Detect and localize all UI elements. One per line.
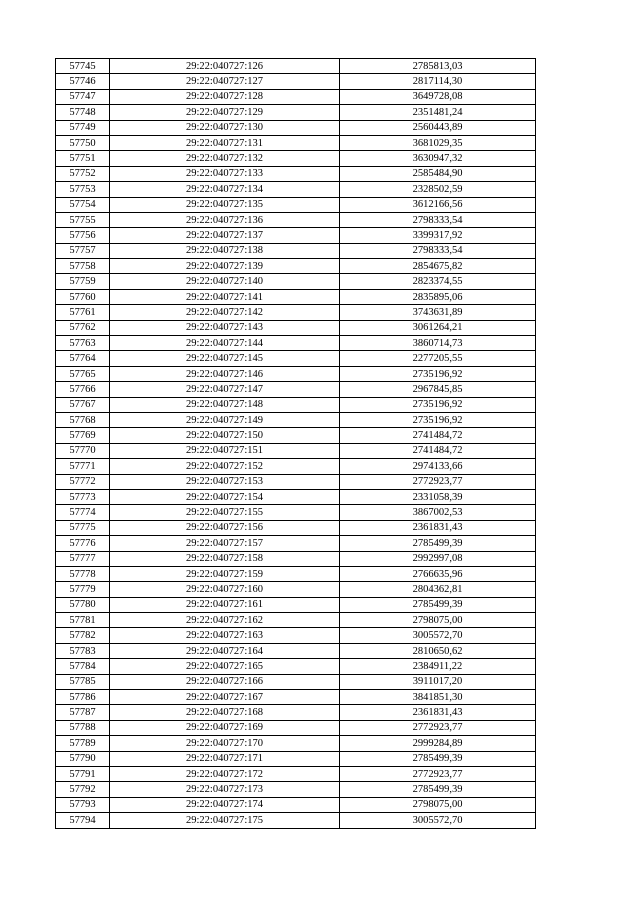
row-number-cell: 57756	[56, 228, 110, 243]
value-cell: 3841851,30	[340, 690, 536, 705]
value-cell: 2974133,66	[340, 459, 536, 474]
row-number-cell: 57774	[56, 505, 110, 520]
cadastral-number-cell: 29:22:040727:145	[110, 351, 340, 366]
value-cell: 3681029,35	[340, 135, 536, 150]
cadastral-number-cell: 29:22:040727:148	[110, 397, 340, 412]
cadastral-number-cell: 29:22:040727:152	[110, 459, 340, 474]
value-cell: 2798075,00	[340, 797, 536, 812]
table-row	[56, 797, 536, 812]
cadastral-number-cell: 29:22:040727:138	[110, 243, 340, 258]
value-cell: 2766635,96	[340, 566, 536, 581]
value-cell: 3867002,53	[340, 505, 536, 520]
table-row	[56, 597, 536, 612]
cadastral-number-cell: 29:22:040727:126	[110, 59, 340, 74]
table-row	[56, 720, 536, 735]
cadastral-number-cell: 29:22:040727:130	[110, 120, 340, 135]
cadastral-number-cell: 29:22:040727:128	[110, 89, 340, 104]
row-number-cell: 57786	[56, 690, 110, 705]
row-number-cell: 57759	[56, 274, 110, 289]
value-cell: 3399317,92	[340, 228, 536, 243]
value-cell: 2772923,77	[340, 766, 536, 781]
table-row	[56, 782, 536, 797]
table-row	[56, 105, 536, 120]
row-number-cell: 57792	[56, 782, 110, 797]
row-number-cell: 57764	[56, 351, 110, 366]
value-cell: 2785499,39	[340, 782, 536, 797]
row-number-cell: 57766	[56, 382, 110, 397]
cadastral-number-cell: 29:22:040727:143	[110, 320, 340, 335]
table-row	[56, 259, 536, 274]
row-number-cell: 57754	[56, 197, 110, 212]
cadastral-number-cell: 29:22:040727:154	[110, 489, 340, 504]
table-row	[56, 74, 536, 89]
cadastral-number-cell: 29:22:040727:171	[110, 751, 340, 766]
table-row	[56, 751, 536, 766]
row-number-cell: 57779	[56, 582, 110, 597]
row-number-cell: 57793	[56, 797, 110, 812]
table-row	[56, 489, 536, 504]
table-row	[56, 289, 536, 304]
cadastral-number-cell: 29:22:040727:166	[110, 674, 340, 689]
value-cell: 2785499,39	[340, 597, 536, 612]
table-row	[56, 443, 536, 458]
value-cell: 2798333,54	[340, 212, 536, 227]
row-number-cell: 57746	[56, 74, 110, 89]
value-cell: 2741484,72	[340, 443, 536, 458]
cadastral-number-cell: 29:22:040727:147	[110, 382, 340, 397]
table-row	[56, 474, 536, 489]
table-row	[56, 505, 536, 520]
row-number-cell: 57763	[56, 336, 110, 351]
table-row	[56, 659, 536, 674]
cadastral-number-cell: 29:22:040727:155	[110, 505, 340, 520]
cadastral-number-cell: 29:22:040727:159	[110, 566, 340, 581]
cadastral-number-cell: 29:22:040727:129	[110, 105, 340, 120]
cadastral-number-cell: 29:22:040727:158	[110, 551, 340, 566]
row-number-cell: 57794	[56, 813, 110, 828]
row-number-cell: 57769	[56, 428, 110, 443]
table-row	[56, 551, 536, 566]
table-row	[56, 151, 536, 166]
row-number-cell: 57785	[56, 674, 110, 689]
value-cell: 2999284,89	[340, 736, 536, 751]
cadastral-number-cell: 29:22:040727:134	[110, 182, 340, 197]
cadastral-number-cell: 29:22:040727:161	[110, 597, 340, 612]
value-cell: 2560443,89	[340, 120, 536, 135]
value-cell: 2585484,90	[340, 166, 536, 181]
value-cell: 2277205,55	[340, 351, 536, 366]
table-row	[56, 59, 536, 74]
row-number-cell: 57777	[56, 551, 110, 566]
cadastral-number-cell: 29:22:040727:170	[110, 736, 340, 751]
row-number-cell: 57745	[56, 59, 110, 74]
cadastral-number-cell: 29:22:040727:168	[110, 705, 340, 720]
table-row	[56, 120, 536, 135]
cadastral-number-cell: 29:22:040727:144	[110, 336, 340, 351]
cadastral-number-cell: 29:22:040727:175	[110, 813, 340, 828]
table-row	[56, 228, 536, 243]
cadastral-number-cell: 29:22:040727:164	[110, 643, 340, 658]
row-number-cell: 57749	[56, 120, 110, 135]
cadastral-number-cell: 29:22:040727:169	[110, 720, 340, 735]
value-cell: 2331058,39	[340, 489, 536, 504]
cadastral-number-cell: 29:22:040727:132	[110, 151, 340, 166]
row-number-cell: 57782	[56, 628, 110, 643]
row-number-cell: 57750	[56, 135, 110, 150]
cadastral-number-cell: 29:22:040727:167	[110, 690, 340, 705]
table-row	[56, 705, 536, 720]
table-row	[56, 336, 536, 351]
value-cell: 2785499,39	[340, 536, 536, 551]
table-row	[56, 212, 536, 227]
cadastral-number-cell: 29:22:040727:150	[110, 428, 340, 443]
value-cell: 3005572,70	[340, 813, 536, 828]
value-cell: 2735196,92	[340, 412, 536, 427]
table-row	[56, 366, 536, 381]
value-cell: 2361831,43	[340, 520, 536, 535]
cadastral-number-cell: 29:22:040727:137	[110, 228, 340, 243]
row-number-cell: 57781	[56, 613, 110, 628]
row-number-cell: 57776	[56, 536, 110, 551]
row-number-cell: 57757	[56, 243, 110, 258]
cadastral-number-cell: 29:22:040727:146	[110, 366, 340, 381]
row-number-cell: 57772	[56, 474, 110, 489]
row-number-cell: 57784	[56, 659, 110, 674]
row-number-cell: 57752	[56, 166, 110, 181]
table-row	[56, 320, 536, 335]
table-row	[56, 520, 536, 535]
value-cell: 3860714,73	[340, 336, 536, 351]
cadastral-number-cell: 29:22:040727:162	[110, 613, 340, 628]
value-cell: 3649728,08	[340, 89, 536, 104]
value-cell: 3061264,21	[340, 320, 536, 335]
value-cell: 2785813,03	[340, 59, 536, 74]
value-cell: 2785499,39	[340, 751, 536, 766]
value-cell: 3612166,56	[340, 197, 536, 212]
cadastral-number-cell: 29:22:040727:165	[110, 659, 340, 674]
cadastral-number-cell: 29:22:040727:157	[110, 536, 340, 551]
row-number-cell: 57791	[56, 766, 110, 781]
table-row	[56, 643, 536, 658]
table-row	[56, 305, 536, 320]
value-cell: 2835895,06	[340, 289, 536, 304]
value-cell: 2967845,85	[340, 382, 536, 397]
table-row	[56, 536, 536, 551]
row-number-cell: 57771	[56, 459, 110, 474]
row-number-cell: 57761	[56, 305, 110, 320]
cadastral-number-cell: 29:22:040727:142	[110, 305, 340, 320]
cadastral-number-cell: 29:22:040727:160	[110, 582, 340, 597]
cadastral-number-cell: 29:22:040727:163	[110, 628, 340, 643]
value-cell: 2361831,43	[340, 705, 536, 720]
table-row	[56, 89, 536, 104]
row-number-cell: 57778	[56, 566, 110, 581]
table-row	[56, 613, 536, 628]
cadastral-number-cell: 29:22:040727:172	[110, 766, 340, 781]
row-number-cell: 57780	[56, 597, 110, 612]
row-number-cell: 57758	[56, 259, 110, 274]
table-body	[56, 59, 536, 829]
value-cell: 2735196,92	[340, 397, 536, 412]
row-number-cell: 57753	[56, 182, 110, 197]
row-number-cell: 57751	[56, 151, 110, 166]
table-row	[56, 397, 536, 412]
cadastral-number-cell: 29:22:040727:127	[110, 74, 340, 89]
table-row	[56, 428, 536, 443]
value-cell: 2798075,00	[340, 613, 536, 628]
cadastral-number-cell: 29:22:040727:135	[110, 197, 340, 212]
table-row	[56, 766, 536, 781]
row-number-cell: 57788	[56, 720, 110, 735]
table-row	[56, 243, 536, 258]
value-cell: 2992997,08	[340, 551, 536, 566]
cadastral-number-cell: 29:22:040727:149	[110, 412, 340, 427]
table-row	[56, 382, 536, 397]
value-cell: 2772923,77	[340, 474, 536, 489]
table-row	[56, 582, 536, 597]
row-number-cell: 57775	[56, 520, 110, 535]
row-number-cell: 57770	[56, 443, 110, 458]
value-cell: 3005572,70	[340, 628, 536, 643]
row-number-cell: 57768	[56, 412, 110, 427]
value-cell: 2817114,30	[340, 74, 536, 89]
table-row	[56, 412, 536, 427]
row-number-cell: 57747	[56, 89, 110, 104]
row-number-cell: 57789	[56, 736, 110, 751]
row-number-cell: 57762	[56, 320, 110, 335]
data-table	[55, 58, 536, 829]
cadastral-number-cell: 29:22:040727:153	[110, 474, 340, 489]
value-cell: 2810650,62	[340, 643, 536, 658]
row-number-cell: 57767	[56, 397, 110, 412]
cadastral-number-cell: 29:22:040727:136	[110, 212, 340, 227]
row-number-cell: 57790	[56, 751, 110, 766]
row-number-cell: 57748	[56, 105, 110, 120]
table-row	[56, 182, 536, 197]
cadastral-number-cell: 29:22:040727:174	[110, 797, 340, 812]
table-row	[56, 813, 536, 828]
table-row	[56, 351, 536, 366]
table-row	[56, 628, 536, 643]
row-number-cell: 57760	[56, 289, 110, 304]
value-cell: 2804362,81	[340, 582, 536, 597]
row-number-cell: 57787	[56, 705, 110, 720]
cadastral-number-cell: 29:22:040727:151	[110, 443, 340, 458]
value-cell: 2772923,77	[340, 720, 536, 735]
table-row	[56, 690, 536, 705]
cadastral-number-cell: 29:22:040727:139	[110, 259, 340, 274]
row-number-cell: 57773	[56, 489, 110, 504]
table-row	[56, 166, 536, 181]
table-row	[56, 736, 536, 751]
table-row	[56, 566, 536, 581]
cadastral-number-cell: 29:22:040727:133	[110, 166, 340, 181]
row-number-cell: 57783	[56, 643, 110, 658]
value-cell: 2798333,54	[340, 243, 536, 258]
value-cell: 2741484,72	[340, 428, 536, 443]
value-cell: 3911017,20	[340, 674, 536, 689]
row-number-cell: 57765	[56, 366, 110, 381]
value-cell: 2823374,55	[340, 274, 536, 289]
table-row	[56, 197, 536, 212]
value-cell: 2735196,92	[340, 366, 536, 381]
cadastral-number-cell: 29:22:040727:131	[110, 135, 340, 150]
table-row	[56, 274, 536, 289]
value-cell: 2351481,24	[340, 105, 536, 120]
cadastral-number-cell: 29:22:040727:140	[110, 274, 340, 289]
value-cell: 2384911,22	[340, 659, 536, 674]
value-cell: 2328502,59	[340, 182, 536, 197]
cadastral-number-cell: 29:22:040727:156	[110, 520, 340, 535]
cadastral-number-cell: 29:22:040727:173	[110, 782, 340, 797]
table-row	[56, 674, 536, 689]
table-row	[56, 135, 536, 150]
value-cell: 3743631,89	[340, 305, 536, 320]
value-cell: 2854675,82	[340, 259, 536, 274]
value-cell: 3630947,32	[340, 151, 536, 166]
table-row	[56, 459, 536, 474]
cadastral-number-cell: 29:22:040727:141	[110, 289, 340, 304]
row-number-cell: 57755	[56, 212, 110, 227]
